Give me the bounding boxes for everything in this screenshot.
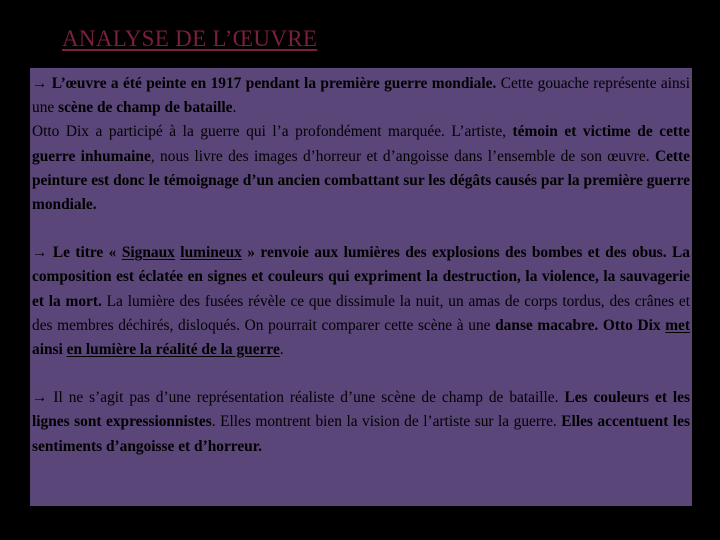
danse-macabre-emphasis: danse macabre: [495, 316, 595, 334]
intro-date-sentence: → L’œuvre a été peinte en 1917 pendant la première guerre mondiale.: [32, 75, 497, 92]
text-fragment: ainsi: [32, 341, 67, 359]
expressionist-emphasis: Les couleurs et les lignes sont expressionnistes: [32, 389, 691, 431]
underlined-met: met: [665, 316, 690, 334]
paragraph-context: [32, 72, 690, 217]
title-word-lumineux: lumineux: [180, 244, 242, 262]
paragraph-expressionism: [32, 386, 690, 459]
witness-victim-emphasis: témoin et victime de cette guerre inhumaine: [32, 123, 690, 165]
text-fragment: Cette gouache représente ainsi une: [32, 75, 690, 117]
title-word-signaux: Signaux: [121, 244, 175, 262]
composition-emphasis: » renvoie aux lumières des explosions des bombes et des obus. La composition est éclatée en signes et couleurs qui expriment la destruction, la violence, la sauvagerie et la mort.: [32, 244, 690, 310]
feelings-emphasis: Elles accentuent les sentiments d’angoisse et d’horreur.: [32, 413, 690, 455]
text-fragment: . Otto Dix: [594, 316, 666, 334]
text-fragment: La lumière des fusées révèle ce que dissimule la nuit, un amas de corps tordus, des crânes et des membres déchirés, disloqués. On pourrait comparer cette scène à une: [32, 292, 690, 334]
testimony-emphasis: Cette peinture est donc le témoignage d’un ancien combattant sur les dégâts causés par la première guerre mondiale.: [32, 147, 690, 214]
paragraph-title-meaning: [32, 241, 690, 362]
text-fragment: . Elles montrent bien la vision de l’artiste sur la guerre.: [211, 413, 562, 431]
text-fragment: → Le titre «: [32, 244, 122, 262]
text-fragment: .: [279, 341, 284, 359]
text-fragment: Otto Dix a participé à la guerre qui l’a profondément marquée. L’artiste,: [32, 123, 513, 141]
text-fragment: .: [232, 99, 237, 117]
text-fragment: , nous livre des images d’horreur et d’angoisse dans l’ensemble de son œuvre.: [150, 147, 655, 165]
analysis-text-panel: [30, 68, 692, 506]
battle-scene-emphasis: scène de champ de bataille: [58, 99, 233, 117]
text-fragment: → Il ne s’agit pas d’une représentation réaliste d’une scène de champ de bataille.: [32, 389, 565, 407]
page-title: ANALYSE DE L’ŒUVRE: [62, 26, 318, 51]
underlined-reality-of-war: en lumière la réalité de la guerre: [66, 341, 280, 359]
